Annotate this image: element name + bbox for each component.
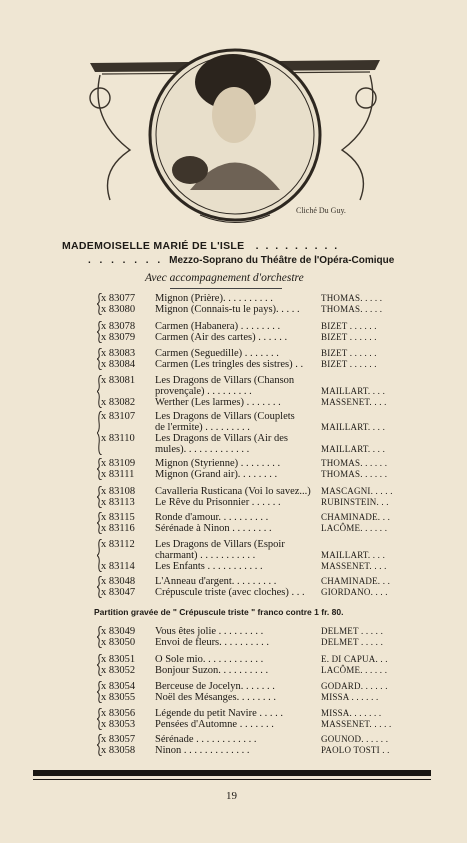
catalog-number: x 83080 <box>101 304 136 315</box>
song-title: Crépuscule triste (avec cloches) . . . <box>155 587 305 598</box>
record-row <box>0 692 467 703</box>
composer-name: GOUNOD. . . . . . <box>321 734 389 744</box>
record-row <box>0 359 467 370</box>
record-row <box>0 745 467 756</box>
record-row <box>0 523 467 534</box>
composer-name: RUBINSTEIN. . . <box>321 497 389 507</box>
composer-name: MAILLART. . . . <box>321 444 386 454</box>
catalog-number: x 83109 <box>101 458 136 469</box>
song-title: Envoi de fleurs. . . . . . . . . . <box>155 637 270 648</box>
song-title: Sérénade . . . . . . . . . . . . <box>155 734 257 745</box>
record-row <box>0 497 467 508</box>
song-title: Les Dragons de Villars (Air des <box>155 433 289 444</box>
catalog-number: x 83055 <box>101 692 136 703</box>
section-rule <box>170 288 282 289</box>
header-ornament <box>30 30 440 230</box>
song-title: Les Dragons de Villars (Chanson <box>155 375 295 386</box>
record-group <box>0 411 467 455</box>
song-title: Mignon (Prière). . . . . . . . . . <box>155 293 273 304</box>
record-group <box>0 321 467 343</box>
record-row <box>0 665 467 676</box>
song-title: Sérénade à Ninon . . . . . . . . <box>155 523 272 534</box>
catalog-number: x 83082 <box>101 397 136 408</box>
composer-name: DELMET . . . . . <box>321 626 384 636</box>
composer-name: MAILLART. . . . <box>321 550 386 560</box>
footer-rule <box>33 779 431 780</box>
catalog-number: x 83078 <box>101 321 136 332</box>
record-group <box>0 708 467 730</box>
performer-name: MADEMOISELLE MARIÉ DE L'ISLE <box>62 240 245 252</box>
song-title: O Sole mio. . . . . . . . . . . . <box>155 654 264 665</box>
song-title: Bonjour Suzon. . . . . . . . . . <box>155 665 269 676</box>
catalog-number: x 83054 <box>101 681 136 692</box>
catalog-number: x 83116 <box>101 523 135 534</box>
song-title: Légende du petit Navire . . . . . <box>155 708 283 719</box>
catalog-number: x 83084 <box>101 359 136 370</box>
footer-bar <box>33 770 431 776</box>
record-row <box>0 348 467 359</box>
record-row <box>0 469 467 480</box>
record-row <box>0 332 467 343</box>
record-row <box>0 321 467 332</box>
record-group <box>0 539 467 572</box>
composer-name: PAOLO TOSTI . . <box>321 745 390 755</box>
composer-name: LACÔME. . . . . . <box>321 665 388 675</box>
record-row <box>0 708 467 719</box>
composer-name: MASSENET. . . . <box>321 561 387 571</box>
song-title: de l'ermite) . . . . . . . . . <box>155 422 250 433</box>
catalog-number: x 83113 <box>101 497 135 508</box>
record-group <box>0 576 467 598</box>
record-row <box>0 444 467 455</box>
record-group <box>0 348 467 370</box>
record-row <box>0 719 467 730</box>
song-title: Les Enfants . . . . . . . . . . . <box>155 561 263 572</box>
catalog-number: x 83107 <box>101 411 136 422</box>
partition-note: Partition gravée de " Crépuscule triste " franco contre 1 fr. 80. <box>94 607 344 617</box>
record-group <box>0 293 467 315</box>
subtitle-dots: . . . . . . . <box>88 255 164 266</box>
record-row <box>0 576 467 587</box>
composer-name: MASSENET. . . . <box>321 397 387 407</box>
record-row <box>0 486 467 497</box>
record-row <box>0 587 467 598</box>
song-title: provençale) . . . . . . . . . <box>155 386 252 397</box>
catalog-number: x 83112 <box>101 539 135 550</box>
composer-name: GIORDANO. . . . <box>321 587 388 597</box>
catalog-number: x 83058 <box>101 745 136 756</box>
record-row <box>0 397 467 408</box>
song-title: Noël des Mésanges. . . . . . . . <box>155 692 277 703</box>
composer-name: THOMAS. . . . . . <box>321 458 388 468</box>
catalog-number: x 83115 <box>101 512 135 523</box>
composer-name: THOMAS. . . . . <box>321 293 383 303</box>
catalog-number: x 83051 <box>101 654 136 665</box>
photo-credit: Cliché Du Guy. <box>296 206 346 215</box>
composer-name: E. DI CAPUA. . . <box>321 654 388 664</box>
record-group <box>0 734 467 756</box>
composer-name: BIZET . . . . . . <box>321 348 377 358</box>
composer-name: CHAMINADE. . . <box>321 576 391 586</box>
catalog-number: x 83081 <box>101 375 136 386</box>
catalog-number: x 83083 <box>101 348 136 359</box>
composer-name: DELMET . . . . . <box>321 637 384 647</box>
record-row <box>0 411 467 422</box>
song-title: charmant) . . . . . . . . . . . <box>155 550 256 561</box>
record-row <box>0 550 467 561</box>
catalog-number: x 83049 <box>101 626 136 637</box>
composer-name: MISSA . . . . . . <box>321 692 379 702</box>
song-title: Carmen (Habanera) . . . . . . . . <box>155 321 281 332</box>
composer-name: THOMAS. . . . . . <box>321 469 388 479</box>
catalog-number: x 83050 <box>101 637 136 648</box>
record-group <box>0 681 467 703</box>
record-row <box>0 561 467 572</box>
catalog-number: x 83057 <box>101 734 136 745</box>
song-title: Ronde d'amour. . . . . . . . . . <box>155 512 269 523</box>
composer-name: MISSA. . . . . . . <box>321 708 382 718</box>
catalog-number: x 83053 <box>101 719 136 730</box>
catalog-number: x 83079 <box>101 332 136 343</box>
composer-name: BIZET . . . . . . <box>321 332 377 342</box>
record-row <box>0 626 467 637</box>
catalog-number: x 83114 <box>101 561 135 572</box>
title-dots: . . . . . . . . . <box>255 240 340 252</box>
record-row <box>0 433 467 444</box>
catalog-number: x 83110 <box>101 433 135 444</box>
record-row <box>0 734 467 745</box>
page-number: 19 <box>226 790 237 802</box>
catalog-number: x 83108 <box>101 486 136 497</box>
record-row <box>0 304 467 315</box>
catalog-number: x 83047 <box>101 587 136 598</box>
catalog-number: x 83048 <box>101 576 136 587</box>
record-row <box>0 375 467 386</box>
composer-name: CHAMINADE. . . <box>321 512 391 522</box>
song-title: Ninon . . . . . . . . . . . . . <box>155 745 250 756</box>
record-group <box>0 375 467 408</box>
song-title: Mignon (Connais-tu le pays). . . . . <box>155 304 300 315</box>
catalog-number: x 83077 <box>101 293 136 304</box>
song-title: mules). . . . . . . . . . . . . <box>155 444 250 455</box>
catalog-number: x 83052 <box>101 665 136 676</box>
record-row <box>0 422 467 433</box>
record-group <box>0 486 467 508</box>
performer-role: Mezzo-Soprano du Théâtre de l'Opéra-Comique <box>169 255 395 266</box>
catalog-number: x 83111 <box>101 469 135 480</box>
composer-name: MASCAGNI. . . . . <box>321 486 393 496</box>
composer-name: GODARD. . . . . . <box>321 681 388 691</box>
song-title: Le Rêve du Prisonnier . . . . . . <box>155 497 281 508</box>
song-title: Mignon (Styrienne) . . . . . . . . <box>155 458 281 469</box>
composer-name: MASSENET. . . . . <box>321 719 392 729</box>
record-group <box>0 512 467 534</box>
song-title: Carmen (Seguedille) . . . . . . . <box>155 348 279 359</box>
performer-subtitle <box>88 255 394 266</box>
composer-name: THOMAS. . . . . <box>321 304 383 314</box>
song-title: Cavalleria Rusticana (Voi lo savez...) <box>155 486 311 497</box>
song-title: Pensées d'Automne . . . . . . . <box>155 719 274 730</box>
record-row <box>0 512 467 523</box>
song-title: Werther (Les larmes) . . . . . . . <box>155 397 281 408</box>
record-row <box>0 386 467 397</box>
record-group <box>0 654 467 676</box>
composer-name: BIZET . . . . . . <box>321 321 377 331</box>
composer-name: MAILLART. . . . <box>321 386 386 396</box>
record-row <box>0 458 467 469</box>
composer-name: MAILLART. . . . <box>321 422 386 432</box>
catalog-number: x 83056 <box>101 708 136 719</box>
song-title: Carmen (Les tringles des sistres) . . <box>155 359 304 370</box>
song-title: L'Anneau d'argent. . . . . . . . . <box>155 576 277 587</box>
accompaniment-note: Avec accompagnement d'orchestre <box>145 272 304 284</box>
record-row <box>0 681 467 692</box>
song-title: Les Dragons de Villars (Espoir <box>155 539 285 550</box>
performer-title <box>62 240 339 252</box>
record-row <box>0 637 467 648</box>
record-row <box>0 654 467 665</box>
record-group <box>0 626 467 648</box>
record-row <box>0 539 467 550</box>
song-title: Mignon (Grand air). . . . . . . . <box>155 469 278 480</box>
song-title: Berceuse de Jocelyn. . . . . . . <box>155 681 275 692</box>
record-group <box>0 458 467 480</box>
record-row <box>0 293 467 304</box>
song-title: Les Dragons de Villars (Couplets <box>155 411 295 422</box>
song-title: Vous êtes jolie . . . . . . . . . <box>155 626 264 637</box>
composer-name: BIZET . . . . . . <box>321 359 377 369</box>
composer-name: LACÔME. . . . . . <box>321 523 388 533</box>
song-title: Carmen (Air des cartes) . . . . . . <box>155 332 288 343</box>
